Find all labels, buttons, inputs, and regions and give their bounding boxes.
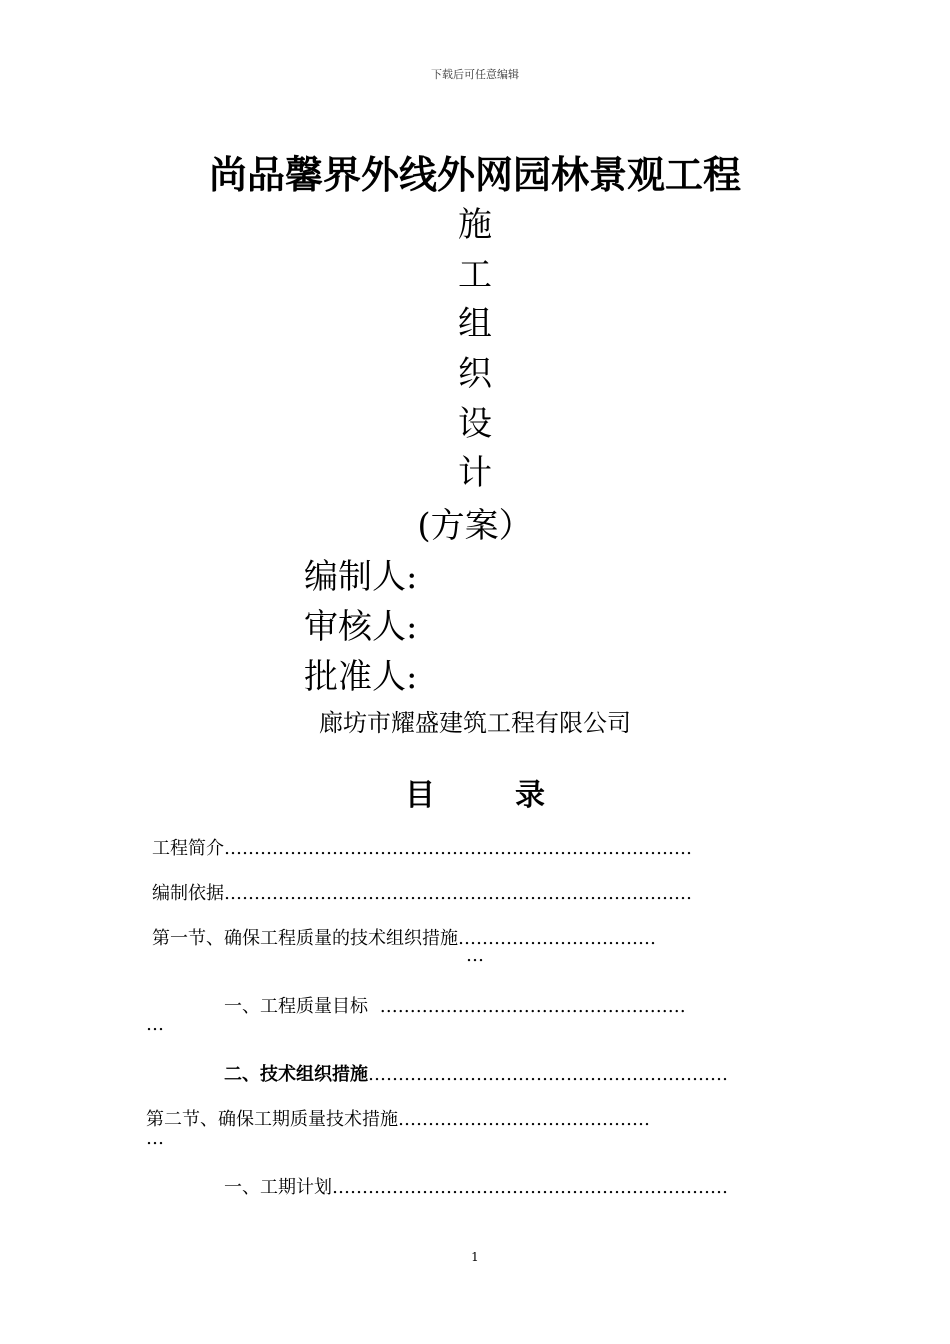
title-char-6: 计 xyxy=(458,453,492,493)
title-char-4: 织 xyxy=(458,354,492,394)
toc-entry-dots: …………………………… xyxy=(458,928,656,949)
toc-entry-dots: …………………………………………………………………… xyxy=(224,838,692,859)
reviewer-label: 审核人: xyxy=(304,607,418,647)
toc-entry[interactable] xyxy=(224,1060,728,1086)
company-name: 廊坊市耀盛建筑工程有限公司 xyxy=(319,709,631,737)
toc-entry[interactable] xyxy=(224,992,686,1018)
toc-entry-continuation: … xyxy=(146,1014,164,1035)
title-char-1: 施 xyxy=(458,205,492,245)
title-char-2: 工 xyxy=(458,255,492,295)
title-char-3: 组 xyxy=(458,304,492,344)
toc-heading-left: 目 xyxy=(405,778,435,813)
toc-entry-continuation: … xyxy=(146,1128,164,1149)
title-char-5: 设 xyxy=(458,404,492,444)
toc-entry-dots: ………………………………………………………… xyxy=(332,1177,728,1198)
toc-entry-text: 工程简介 xyxy=(152,838,224,859)
toc-entry[interactable] xyxy=(224,1173,728,1199)
toc-entry-text: 第二节、确保工期质量技术措施 xyxy=(146,1109,398,1130)
editor-label: 编制人: xyxy=(304,557,418,597)
toc-entry-dots: …………………………………………………… xyxy=(368,1064,728,1085)
toc-entry[interactable] xyxy=(146,1105,650,1131)
title-subtitle: (方案） xyxy=(417,506,533,546)
toc-entry-text: 编制依据 xyxy=(152,883,224,904)
toc-entry[interactable] xyxy=(152,834,692,860)
toc-entry[interactable] xyxy=(152,924,656,950)
toc-entry-text: 二、技术组织措施 xyxy=(224,1064,368,1085)
page-number: 1 xyxy=(471,1250,479,1264)
toc-entry-dots: …………………………………… xyxy=(398,1109,650,1130)
document-title: 尚品馨界外线外网园林景观工程 xyxy=(208,152,741,197)
toc-heading xyxy=(0,770,950,814)
toc-entry-dots: …………………………………………… xyxy=(379,996,686,1017)
toc-entry-continuation: … xyxy=(466,945,484,966)
toc-entry-text: 一、工程质量目标 xyxy=(224,996,374,1017)
toc-entry-text: 一、工期计划 xyxy=(224,1177,332,1198)
approver-label: 批准人: xyxy=(304,657,418,697)
toc-heading-right: 录 xyxy=(515,778,545,813)
header-note: 下载后可任意编辑 xyxy=(431,68,519,81)
toc-entry-dots: …………………………………………………………………… xyxy=(224,883,692,904)
toc-entry-text: 第一节、确保工程质量的技术组织措施 xyxy=(152,928,458,949)
toc-entry[interactable] xyxy=(152,879,692,905)
